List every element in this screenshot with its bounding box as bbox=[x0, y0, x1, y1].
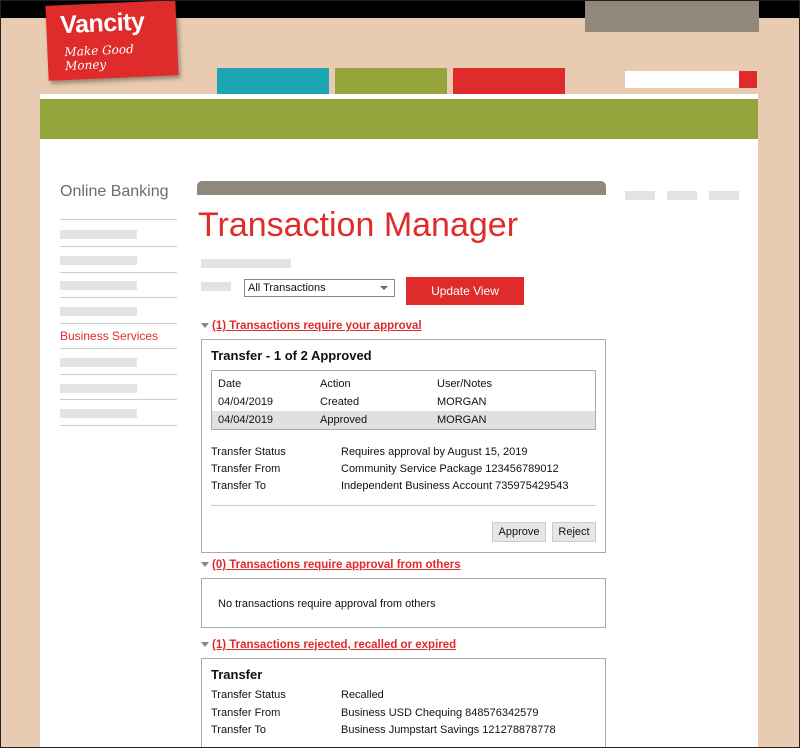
cell-date: 04/04/2019 bbox=[218, 414, 274, 426]
table-row bbox=[212, 411, 595, 429]
card-divider bbox=[211, 505, 596, 506]
table-row bbox=[212, 393, 595, 411]
detail-value-from: Community Service Package 123456789012 bbox=[341, 463, 559, 475]
sidebar-divider bbox=[60, 219, 177, 220]
sidebar-divider bbox=[60, 348, 177, 349]
sub-nav-band bbox=[40, 99, 758, 139]
approve-button[interactable]: Approve bbox=[492, 522, 546, 542]
sidebar-divider bbox=[60, 425, 177, 426]
detail-label: Transfer To bbox=[211, 480, 267, 492]
section-toggle-rejected[interactable] bbox=[201, 639, 456, 651]
sidebar-divider bbox=[60, 272, 177, 273]
section-heading: (0) Transactions require approval from others bbox=[212, 559, 461, 571]
subtitle-placeholder bbox=[201, 259, 291, 268]
vancity-logo[interactable] bbox=[45, 0, 178, 81]
search-input[interactable] bbox=[625, 71, 739, 88]
filter-label-placeholder bbox=[201, 282, 231, 291]
cell-action: Created bbox=[320, 396, 360, 408]
chevron-down-icon bbox=[380, 286, 388, 290]
table-header-row bbox=[212, 375, 595, 393]
right-link-placeholder[interactable] bbox=[709, 191, 739, 200]
cell-action: Approved bbox=[320, 414, 368, 426]
card-title: Transfer - 1 of 2 Approved bbox=[211, 348, 372, 363]
others-approval-card bbox=[201, 578, 606, 628]
collapse-triangle-icon bbox=[201, 562, 209, 567]
page-title: Transaction Manager bbox=[198, 206, 519, 244]
cell-user: MORGAN bbox=[437, 414, 487, 426]
detail-label: Transfer To bbox=[211, 724, 267, 736]
sidebar-divider bbox=[60, 297, 177, 298]
sidebar-divider bbox=[60, 323, 177, 324]
collapse-triangle-icon bbox=[201, 323, 209, 328]
card-title: Transfer bbox=[211, 667, 263, 682]
rejected-card bbox=[201, 658, 606, 748]
detail-value-from: Business USD Chequing 848576342579 bbox=[341, 707, 539, 719]
sidebar-item-placeholder[interactable] bbox=[60, 307, 137, 316]
section-heading: (1) Transactions require your approval bbox=[212, 320, 422, 332]
reject-button[interactable]: Reject bbox=[552, 522, 596, 542]
sidebar-item-placeholder[interactable] bbox=[60, 358, 137, 367]
detail-label: Transfer From bbox=[211, 707, 281, 719]
update-view-button[interactable]: Update View bbox=[406, 277, 524, 305]
detail-label: Transfer Status bbox=[211, 446, 286, 458]
detail-label: Transfer From bbox=[211, 463, 281, 475]
cell-user: MORGAN bbox=[437, 396, 487, 408]
logo-tagline: Make Good Money bbox=[64, 42, 135, 74]
sidebar-item-placeholder[interactable] bbox=[60, 230, 137, 239]
right-link-placeholder[interactable] bbox=[625, 191, 655, 200]
sidebar-divider bbox=[60, 246, 177, 247]
section-heading: (1) Transactions rejected, recalled or expired bbox=[212, 639, 457, 651]
col-header-action: Action bbox=[320, 378, 351, 390]
main-header-bar bbox=[197, 181, 606, 195]
detail-label: Transfer Status bbox=[211, 689, 286, 701]
sidebar-item-placeholder[interactable] bbox=[60, 409, 137, 418]
search-button[interactable] bbox=[739, 71, 757, 88]
transaction-filter-value: All Transactions bbox=[248, 282, 326, 294]
transaction-filter-select[interactable] bbox=[244, 279, 395, 297]
history-table bbox=[211, 370, 596, 430]
approval-card bbox=[201, 339, 606, 553]
section-toggle-approval-from-others[interactable] bbox=[201, 559, 461, 571]
col-header-user: User/Notes bbox=[437, 378, 493, 390]
logo-wordmark: Vancity bbox=[59, 7, 145, 40]
sidebar-item-placeholder[interactable] bbox=[60, 256, 137, 265]
detail-value-status: Recalled bbox=[341, 689, 384, 701]
sidebar-title: Online Banking bbox=[60, 183, 169, 200]
sidebar-divider bbox=[60, 399, 177, 400]
section-toggle-your-approval[interactable] bbox=[201, 320, 422, 332]
detail-value-status: Requires approval by August 15, 2019 bbox=[341, 446, 528, 458]
sidebar-item-business-services[interactable]: Business Services bbox=[60, 329, 159, 343]
sidebar-item-placeholder[interactable] bbox=[60, 384, 137, 393]
sidebar-divider bbox=[60, 374, 177, 375]
empty-message: No transactions require approval from others bbox=[218, 598, 436, 610]
detail-value-to: Independent Business Account 735975429543 bbox=[341, 480, 569, 492]
cell-date: 04/04/2019 bbox=[218, 396, 274, 408]
collapse-triangle-icon bbox=[201, 642, 209, 647]
right-link-placeholder[interactable] bbox=[667, 191, 697, 200]
col-header-date: Date bbox=[218, 378, 242, 390]
sidebar-item-placeholder[interactable] bbox=[60, 281, 137, 290]
detail-value-to: Business Jumpstart Savings 121278878778 bbox=[341, 724, 556, 736]
utility-bar[interactable] bbox=[585, 1, 759, 32]
